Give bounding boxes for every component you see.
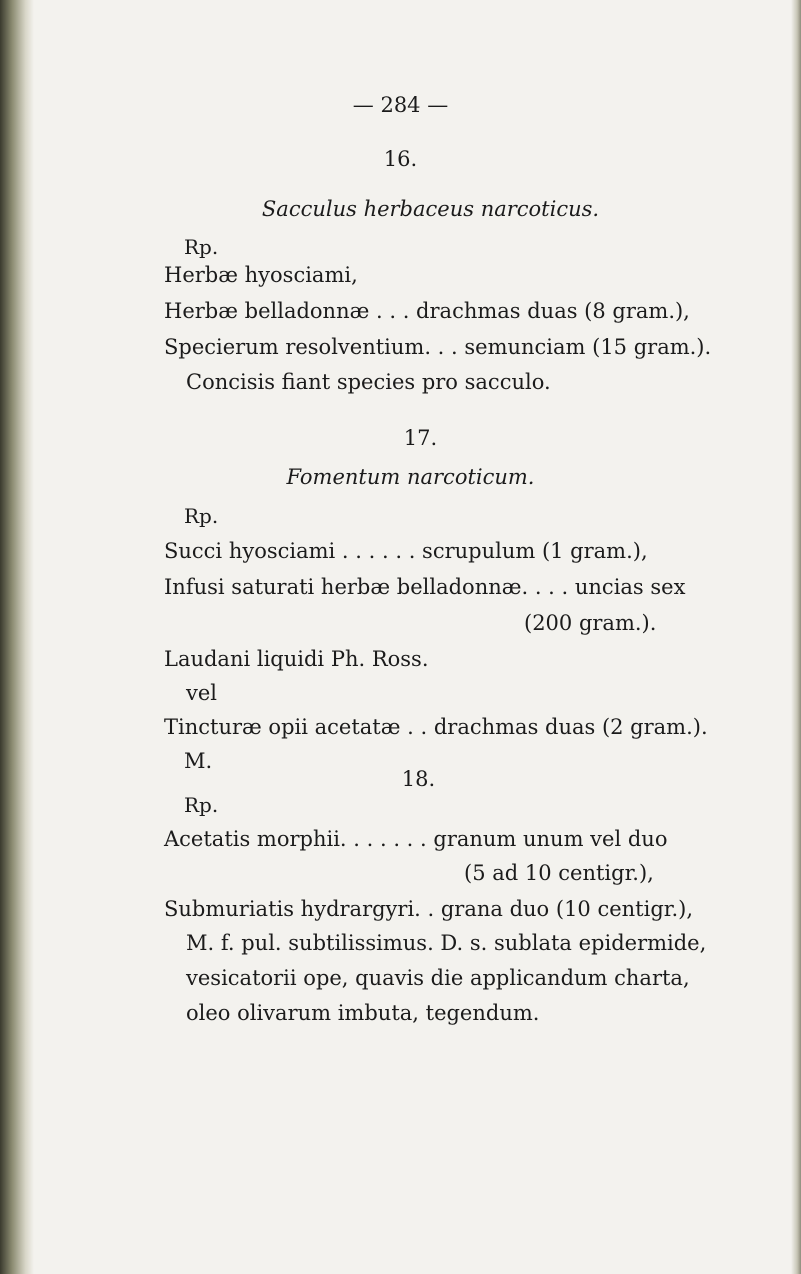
recipe-mark-18: Rp. — [184, 793, 219, 817]
ingredient-line: Laudani liquidi Ph. Ross. — [164, 647, 429, 671]
recipe-mark-16: Rp. — [184, 235, 219, 259]
ingredient-line: Infusi saturati herbæ belladonnæ. . . . uncias sex — [164, 575, 686, 599]
section-number-16: 16. — [383, 147, 418, 171]
recipe-mark-17: Rp. — [184, 504, 219, 528]
section-number-17: 17. — [403, 426, 438, 450]
ingredient-line: Herbæ hyosciami, — [164, 263, 358, 287]
section-title-16: Sacculus herbaceus narcoticus. — [261, 197, 600, 221]
ingredient-line: Tincturæ opii acetatæ . . drachmas duas (2 gram.). — [164, 715, 708, 739]
instruction-line: M. f. pul. subtilissimus. D. s. sublata epidermide, — [186, 931, 707, 955]
misce-mark: M. — [184, 749, 213, 773]
ingredient-line: Succi hyosciami . . . . . . scrupulum (1 gram.), — [164, 539, 648, 563]
alternative-word: vel — [186, 681, 218, 705]
instruction-line: Concisis fiant species pro sacculo. — [186, 370, 551, 394]
ingredient-quantity: (5 ad 10 centigr.), — [464, 861, 654, 885]
page-right-edge — [791, 0, 801, 1274]
ingredient-line: Acetatis morphii. . . . . . . granum unum vel duo — [164, 827, 668, 851]
instruction-line: oleo olivarum imbuta, tegendum. — [186, 1001, 540, 1025]
ingredient-line: Submuriatis hydrargyri. . grana duo (10 centigr.), — [164, 897, 694, 921]
page-left-edge — [0, 0, 34, 1274]
section-title-17: Fomentum narcoticum. — [286, 465, 535, 489]
page-number: — 284 — — [352, 93, 449, 117]
ingredient-line: Specierum resolventium. . . semunciam (15 gram.). — [164, 335, 712, 359]
ingredient-line: Herbæ belladonnæ . . . drachmas duas (8 gram.), — [164, 299, 690, 323]
ingredient-quantity: (200 gram.). — [524, 611, 657, 635]
instruction-line: vesicatorii ope, quavis die applicandum charta, — [186, 966, 690, 990]
section-number-18: 18. — [401, 767, 436, 791]
